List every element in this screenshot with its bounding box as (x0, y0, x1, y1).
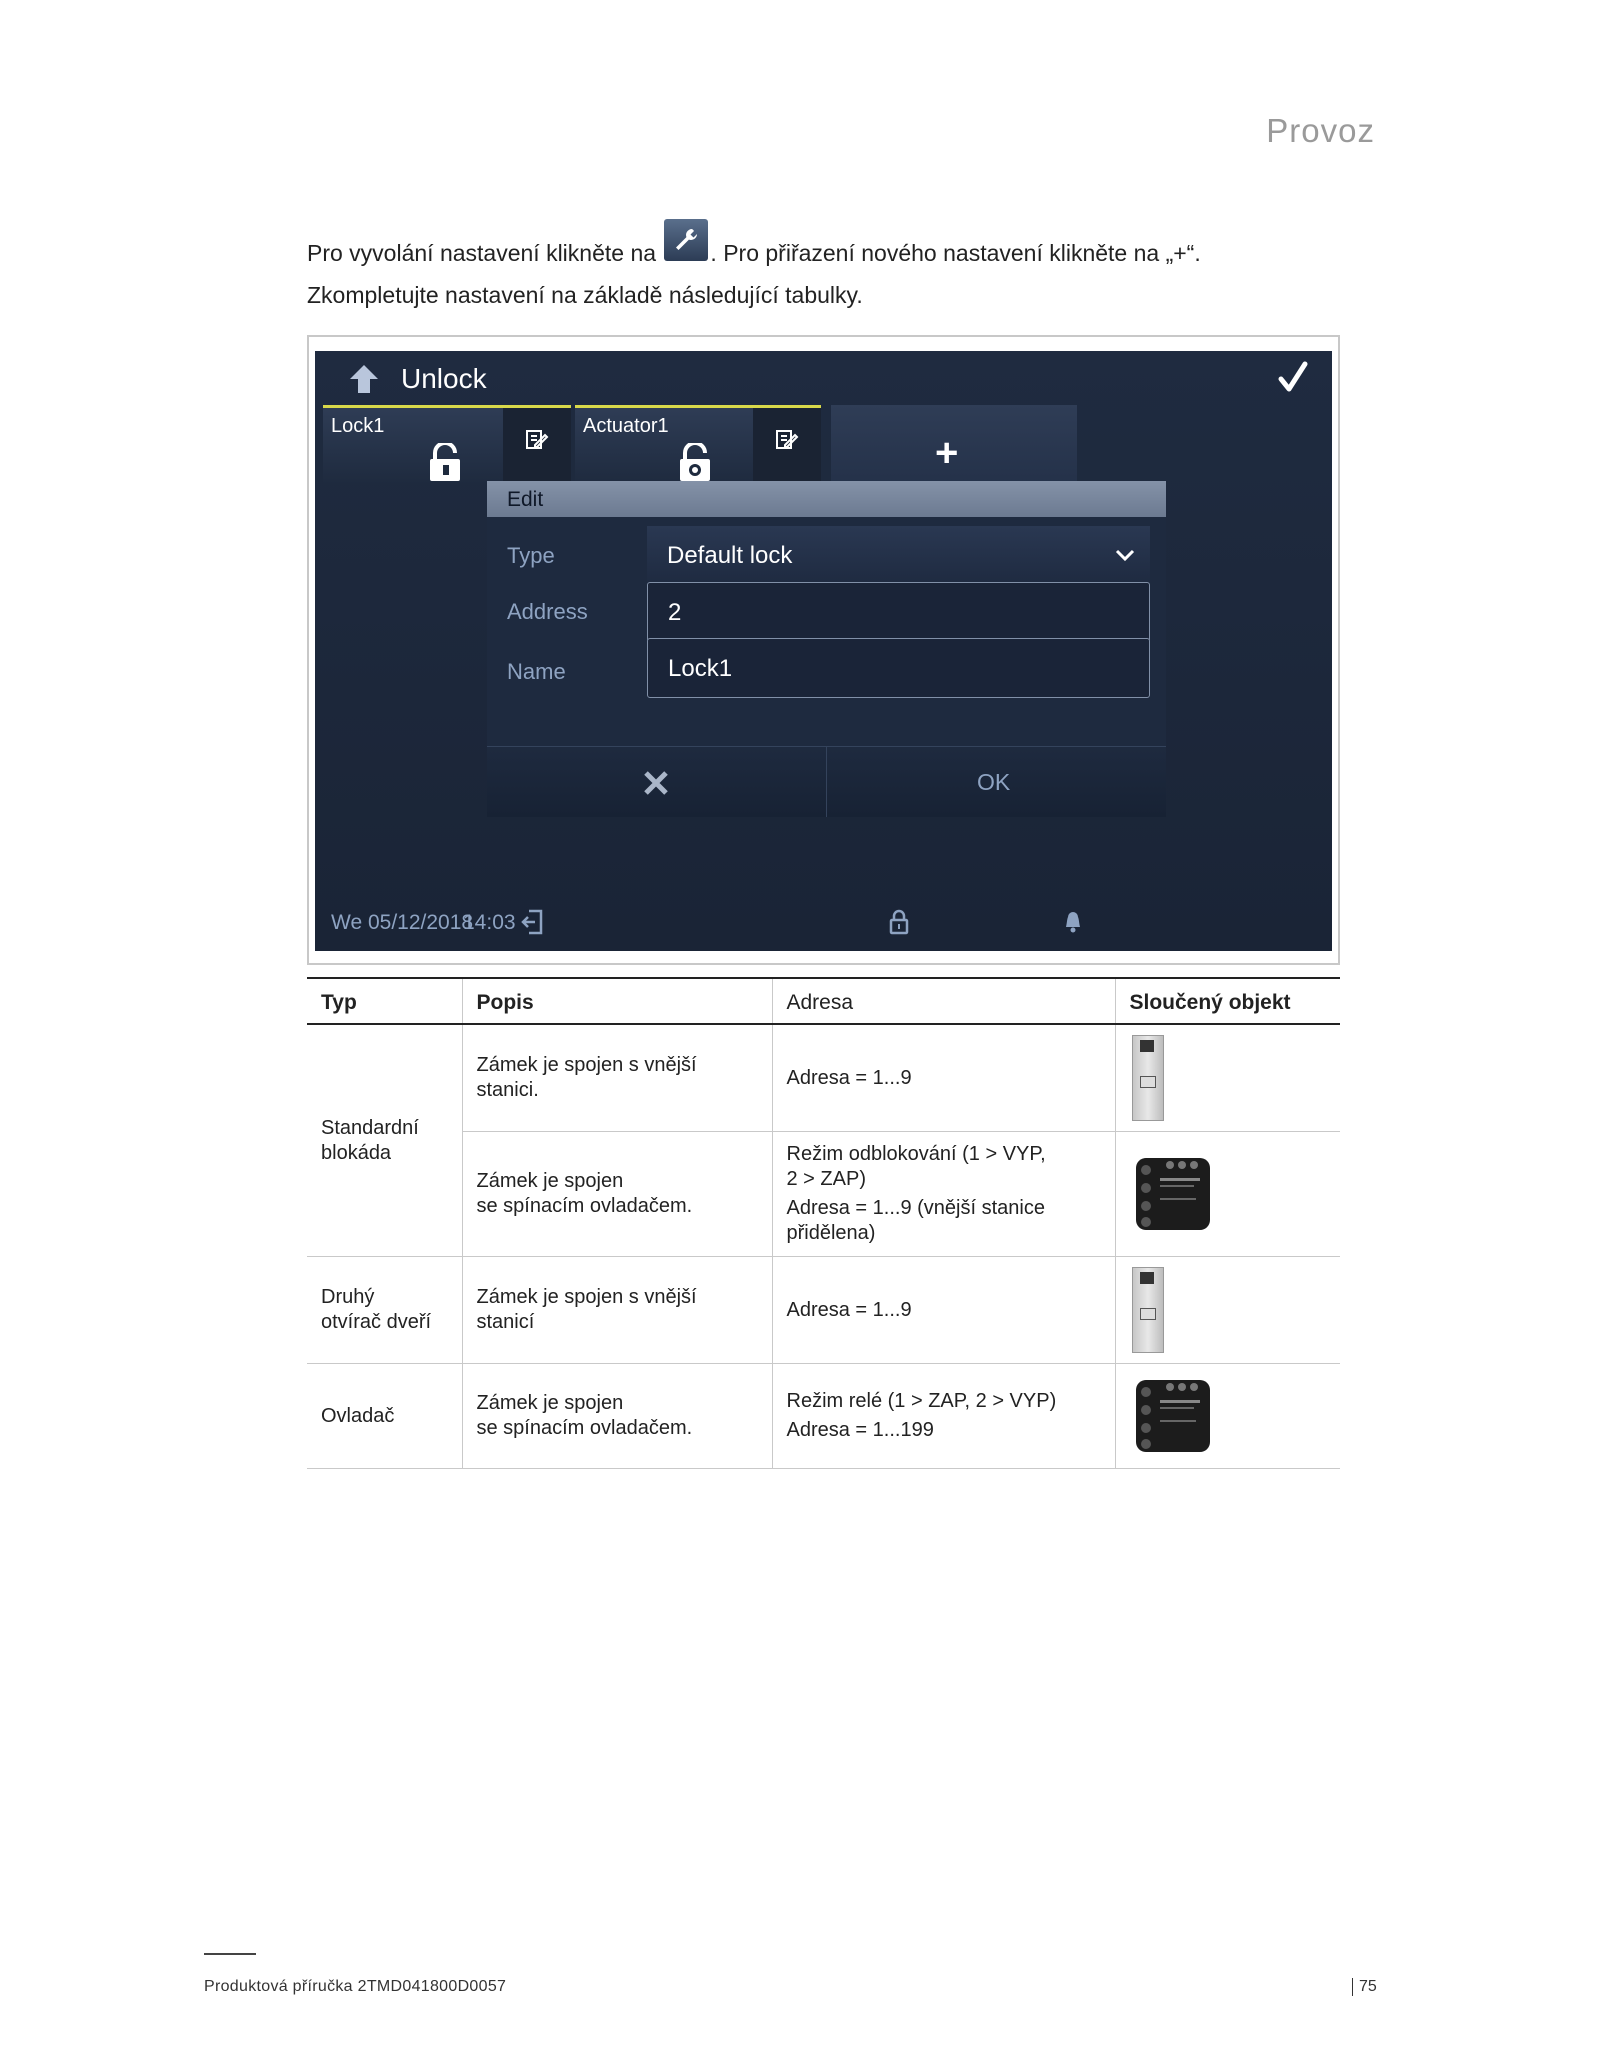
dialog-title: Edit (507, 488, 544, 511)
address-label: Address (507, 599, 588, 624)
popis-cell: Zámek je spojen s vnější stanici. (462, 1024, 772, 1132)
table-row (307, 1024, 1340, 1132)
switch-actuator-image (1130, 1374, 1216, 1458)
name-label: Name (507, 659, 566, 684)
objekt-cell (1115, 1024, 1340, 1132)
tile-edit-area[interactable] (753, 408, 821, 485)
adresa-cell (772, 1364, 1115, 1469)
table-header-row (307, 978, 1340, 1024)
check-icon[interactable] (1278, 361, 1308, 395)
type-label: Type (507, 543, 555, 568)
page-number: 75 (1352, 1978, 1377, 1996)
name-value: Lock1 (668, 655, 733, 682)
col-objekt: Sloučený objekt (1115, 978, 1340, 1024)
outdoor-station-image (1132, 1035, 1164, 1121)
outdoor-station-image (1132, 1267, 1164, 1353)
dialog-buttons (487, 746, 1166, 817)
ok-label: OK (977, 769, 1011, 795)
screen-title: Unlock (401, 363, 487, 394)
back-arrow-icon[interactable] (347, 363, 381, 395)
intro-line-1 (307, 225, 1367, 274)
lock-small-icon[interactable] (889, 909, 909, 935)
plus-icon[interactable]: + (935, 431, 959, 475)
unlock-screen (315, 351, 1332, 951)
tile-lock1[interactable] (323, 405, 571, 485)
close-icon (642, 769, 670, 797)
objekt-cell (1115, 1257, 1340, 1364)
edit-icon[interactable] (525, 428, 549, 452)
typ-cell: Druhý otvírač dveří (307, 1257, 462, 1364)
edit-icon[interactable] (775, 428, 799, 452)
typ-cell: Standardní blokáda (307, 1024, 462, 1257)
bell-icon[interactable] (1063, 909, 1083, 935)
tile-edit-area[interactable] (503, 408, 571, 485)
popis-cell: Zámek je spojen s vnější stanicí (462, 1257, 772, 1364)
popis-cell: Zámek je spojen se spínacím ovladačem. (462, 1364, 772, 1469)
switch-actuator-image (1130, 1152, 1216, 1236)
intro-line-2: Zkompletujte nastavení na základě následující tabulky. (307, 282, 863, 308)
table-row (307, 1257, 1340, 1364)
address-field[interactable] (647, 582, 1150, 642)
device-screenshot (307, 335, 1340, 965)
objekt-cell (1115, 1132, 1340, 1257)
add-tile[interactable] (831, 405, 1077, 485)
tile-name: Lock1 (331, 415, 385, 437)
edit-dialog (487, 481, 1166, 816)
exit-icon[interactable] (521, 909, 543, 935)
adresa-line: Režim relé (1 > ZAP, 2 > VYP) (786, 1390, 1057, 1412)
adresa-line: Režim odblokování (1 > VYP, 2 > ZAP) (786, 1143, 1046, 1190)
adresa-cell (772, 1132, 1115, 1257)
actuator-lock-icon (677, 443, 713, 481)
ok-button[interactable] (827, 747, 1166, 817)
objekt-cell (1115, 1364, 1340, 1469)
type-select[interactable] (647, 526, 1150, 586)
col-popis: Popis (462, 978, 772, 1024)
footer-document-title: Produktová příručka 2TMD041800D0057 (204, 1978, 507, 1995)
cancel-button[interactable] (487, 747, 827, 817)
intro-text (307, 225, 1367, 316)
name-field[interactable] (647, 638, 1150, 698)
dialog-header (487, 481, 1166, 517)
type-value: Default lock (667, 542, 793, 569)
table-row (307, 1132, 1340, 1257)
adresa-cell (772, 1257, 1115, 1364)
adresa-line: Adresa = 1...9 (vnější stanice přidělena) (786, 1197, 1045, 1244)
section-title: Provoz (1266, 112, 1375, 149)
chevron-down-icon (1114, 544, 1136, 566)
adresa-line: Adresa = 1...9 (786, 1298, 912, 1321)
intro-line-1-before: Pro vyvolání nastavení klikněte na (307, 240, 663, 266)
adresa-cell (772, 1024, 1115, 1132)
intro-line-1-after: . Pro přiřazení nového nastavení klikněte na „+“. (710, 240, 1201, 266)
tile-actuator1[interactable] (575, 405, 821, 485)
status-date: We 05/12/2018 (331, 911, 474, 934)
address-value: 2 (668, 599, 682, 626)
footer-rule (204, 1953, 256, 1955)
col-typ: Typ (307, 978, 462, 1024)
typ-cell: Ovladač (307, 1364, 462, 1469)
lock-icon (427, 443, 463, 481)
table-row (307, 1364, 1340, 1469)
popis-cell: Zámek je spojen se spínacím ovladačem. (462, 1132, 772, 1257)
tile-name: Actuator1 (583, 415, 669, 437)
col-adresa: Adresa (772, 978, 1115, 1024)
status-time: 14:03 (463, 911, 516, 934)
wrench-icon (664, 219, 708, 261)
settings-table (307, 977, 1340, 1469)
adresa-line: Adresa = 1...199 (786, 1419, 934, 1441)
adresa-line: Adresa = 1...9 (786, 1066, 912, 1089)
